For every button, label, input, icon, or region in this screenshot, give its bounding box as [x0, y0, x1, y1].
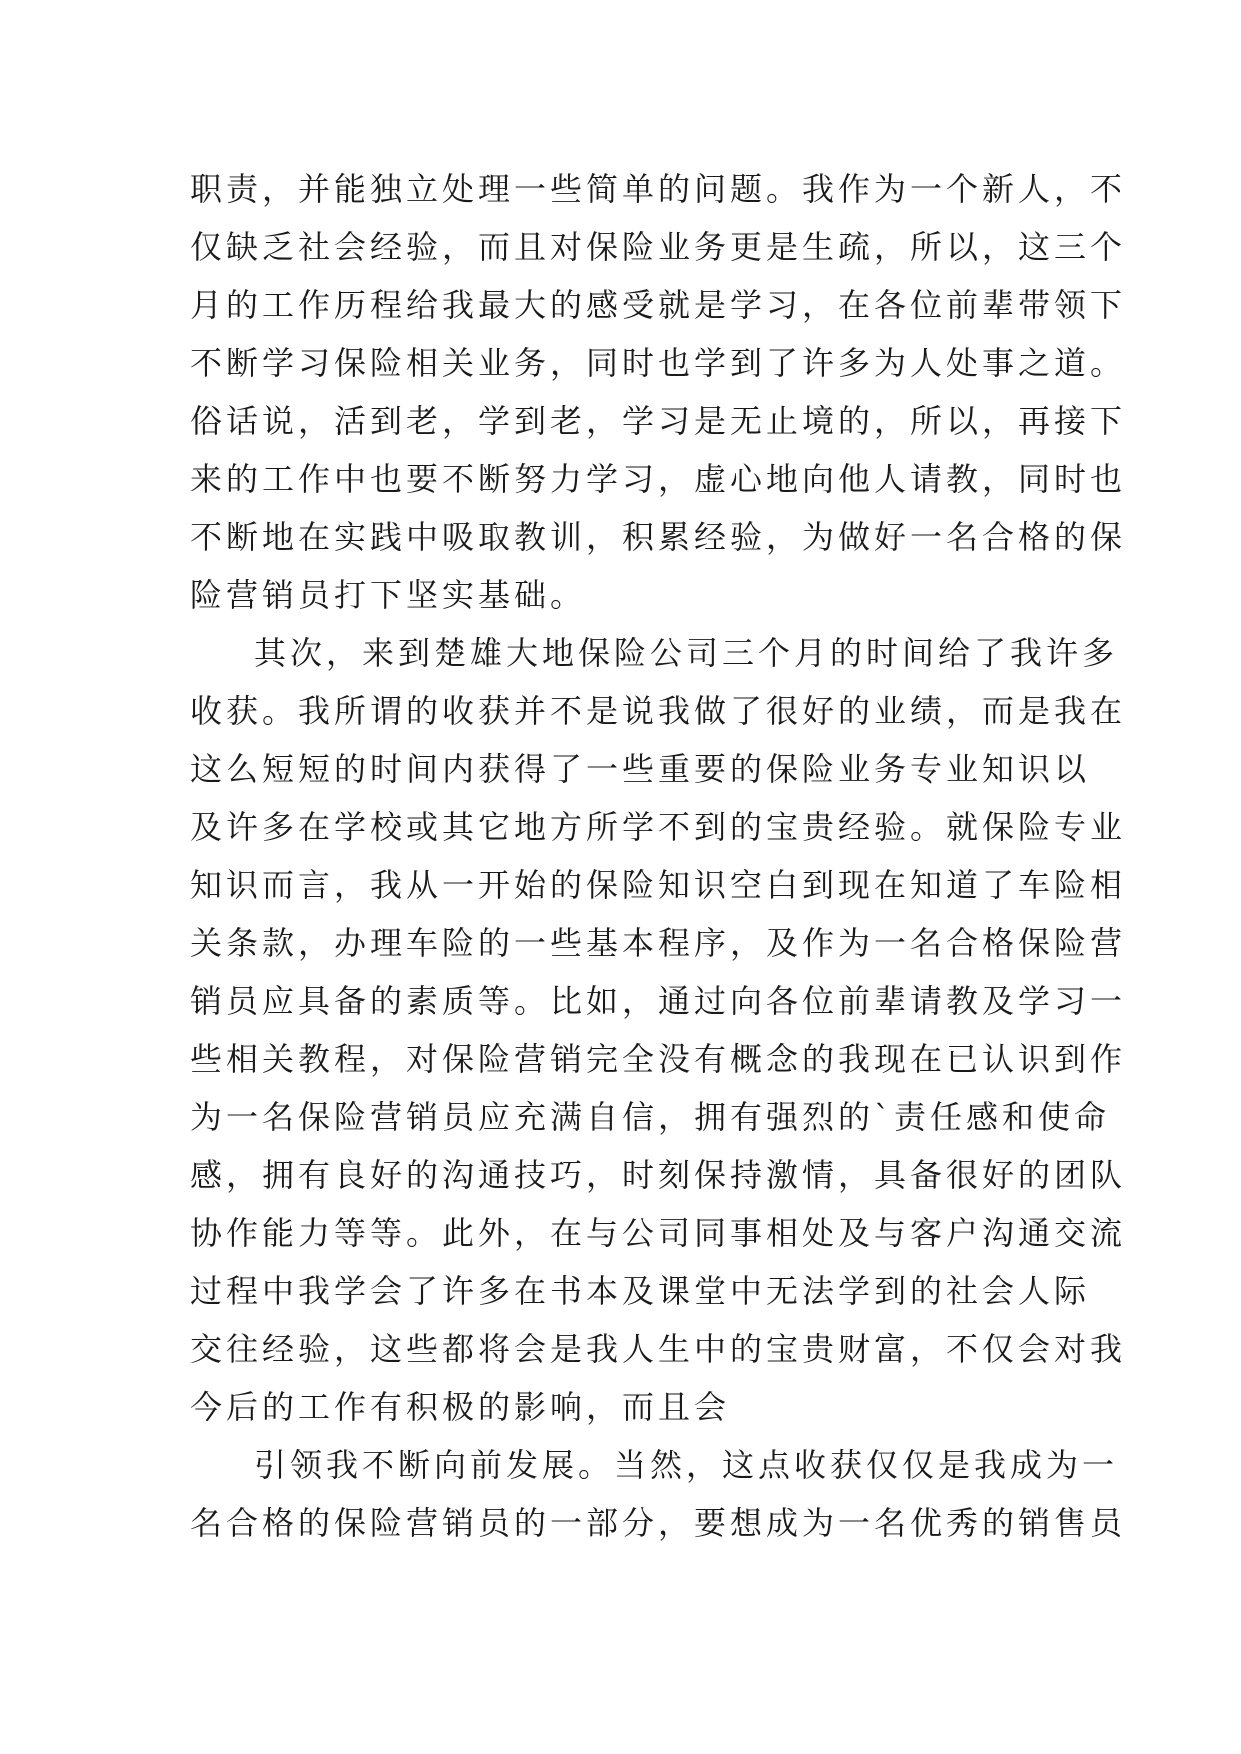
text-line: 不断学习保险相关业务，同时也学到了许多为人处事之道。 — [190, 344, 1127, 382]
text-line: 为一名保险营销员应充满自信，拥有强烈的`责任感和使命 — [190, 1098, 1111, 1136]
text-line: 销员应具备的素质等。比如，通过向各位前辈请教及学习一 — [190, 982, 1127, 1020]
text-line: 月的工作历程给我最大的感受就是学习，在各位前辈带领下 — [190, 286, 1127, 324]
text-line: 今后的工作有积极的影响，而且会 — [190, 1388, 731, 1426]
text-line: 协作能力等等。此外，在与公司同事相处及与客户沟通交流 — [190, 1214, 1127, 1252]
text-line: 收获。我所谓的收获并不是说我做了很好的业绩，而是我在 — [190, 692, 1127, 730]
text-line: 交往经验，这些都将会是我人生中的宝贵财富，不仅会对我 — [190, 1330, 1127, 1368]
text-line: 知识而言，我从一开始的保险知识空白到现在知道了车险相 — [190, 866, 1127, 904]
text-line: 这么短短的时间内获得了一些重要的保险业务专业知识以 — [190, 750, 1091, 788]
text-line-indented: 其次，来到楚雄大地保险公司三个月的时间给了我许多 — [254, 634, 1119, 672]
paragraph-3 — [190, 1436, 1127, 1552]
text-line: 关条款，办理车险的一些基本程序，及作为一名合格保险营 — [190, 924, 1127, 962]
text-line: 名合格的保险营销员的一部分，要想成为一名优秀的销售员 — [190, 1504, 1127, 1542]
paragraph-2 — [190, 624, 1127, 1436]
text-line: 俗话说，活到老，学到老，学习是无止境的，所以，再接下 — [190, 402, 1127, 440]
text-line: 过程中我学会了许多在书本及课堂中无法学到的社会人际 — [190, 1272, 1091, 1310]
text-line: 来的工作中也要不断努力学习，虚心地向他人请教，同时也 — [190, 460, 1127, 498]
document-body — [190, 160, 1127, 1552]
text-line: 不断地在实践中吸取教训，积累经验，为做好一名合格的保 — [190, 518, 1127, 556]
text-line: 及许多在学校或其它地方所学不到的宝贵经验。就保险专业 — [190, 808, 1127, 846]
text-line: 职责，并能独立处理一些简单的问题。我作为一个新人，不 — [190, 170, 1127, 208]
text-line: 些相关教程，对保险营销完全没有概念的我现在已认识到作 — [190, 1040, 1127, 1078]
text-line: 险营销员打下坚实基础。 — [190, 576, 587, 614]
paragraph-1 — [190, 160, 1127, 624]
text-line: 感，拥有良好的沟通技巧，时刻保持激情，具备很好的团队 — [190, 1156, 1127, 1194]
text-line-indented: 引领我不断向前发展。当然，这点收获仅仅是我成为一 — [254, 1446, 1119, 1484]
text-line: 仅缺乏社会经验，而且对保险业务更是生疏，所以，这三个 — [190, 228, 1127, 266]
